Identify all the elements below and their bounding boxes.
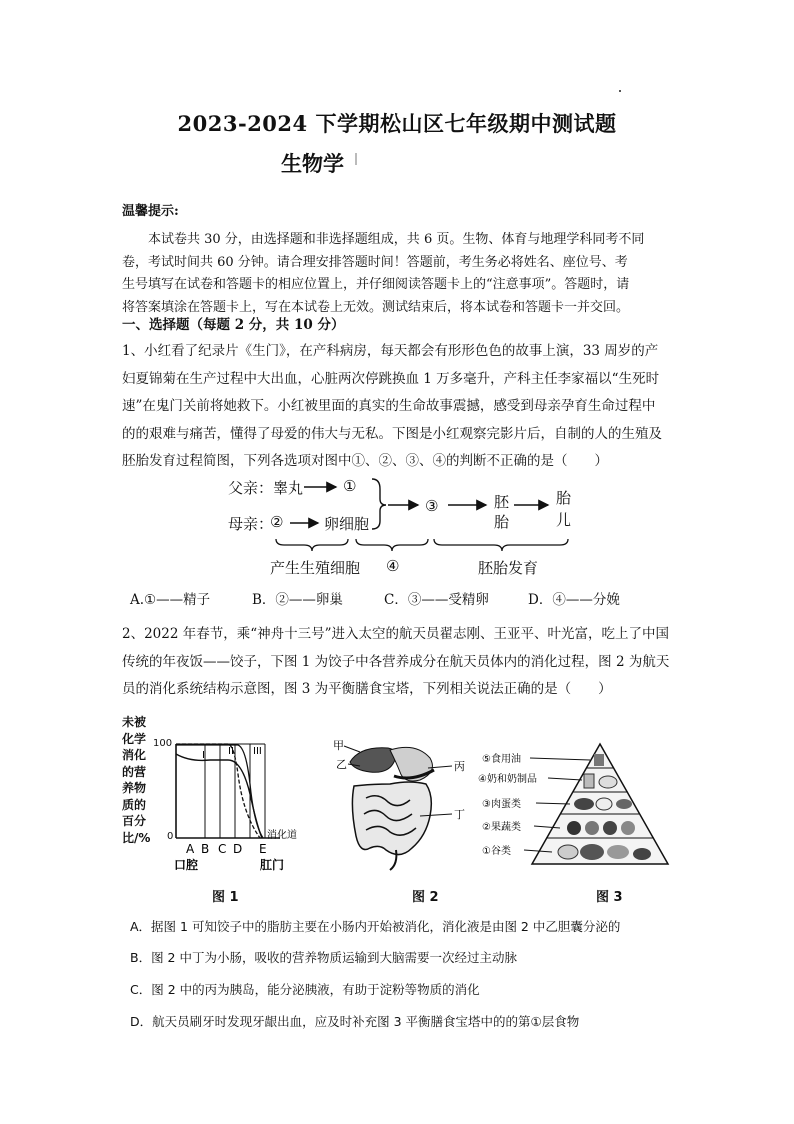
notice-line: 将答案填涂在答题卡上，写在本试卷上无效。测试结束后，将本试卷和答题卡一并交回。 <box>122 299 630 315</box>
x-tract: 消化道 <box>267 830 297 841</box>
x-tick-a: A <box>186 842 195 856</box>
pointer-level-5 <box>530 758 590 760</box>
fruit-food <box>585 821 599 835</box>
q1-option-d: D．④——分娩 <box>528 592 620 608</box>
label-germ-cells: 产生生殖细胞 <box>270 559 361 577</box>
stem-line: 传统的年夜饭——饺子，下图 1 为饺子中各营养成分在航天员体内的消化过程，图 2 为航天 <box>122 653 670 670</box>
notice-line: 生号填写在试卷和答题卡的相应位置上，并仔细阅读答题卡上的“注意事项”。答题时，请 <box>122 277 630 292</box>
egg-label: 卵细胞 <box>324 515 370 533</box>
level-2-label: ②果蔬类 <box>482 822 521 833</box>
ylabel-line: 养物 <box>122 781 147 795</box>
x-tick-e: E <box>259 842 267 856</box>
curve-label-II: II <box>228 746 234 757</box>
notice-line: 卷，考试时间共 60 分钟。请合理安排答题时间！答题前，考生务必将姓名、座位号、考 <box>122 254 628 270</box>
grain-food <box>558 845 578 859</box>
curve-label-I: I <box>202 750 205 761</box>
ylabel-line: 质的 <box>122 797 147 812</box>
level-5-label: ⑤食用油 <box>482 754 521 765</box>
label-embryo-development: 胚胎发育 <box>478 559 539 577</box>
stem-line: 1、小红看了纪录片《生门》，在产科病房，每天都会有形形色色的故事上演，33 周岁的产 <box>122 343 659 359</box>
scan-dot <box>619 90 621 92</box>
fish-food <box>616 799 632 809</box>
level-3-label: ③肉蛋类 <box>482 799 521 810</box>
q2-option-d: D．航天员刷牙时发现牙龈出血，应及时补充图 3 平衡膳食宝塔中的的第①层食物 <box>130 1014 580 1029</box>
figure-2 <box>330 736 480 876</box>
fruit-food <box>567 821 581 835</box>
x-mouth: 口腔 <box>174 858 199 872</box>
x-tick-d: D <box>233 842 243 856</box>
figure-3 <box>478 740 678 880</box>
notice-line: 本试卷共 30 分，由选择题和非选择题组成，共 6 页。生物、体育与地理学科同考不同 <box>148 232 645 247</box>
label-jia: 甲 <box>333 739 344 752</box>
level-1-label: ①谷类 <box>482 846 511 857</box>
pointer-level-3 <box>536 803 570 804</box>
fruit-food <box>603 821 617 835</box>
label-bing: 丙 <box>454 760 465 773</box>
merge-brace <box>372 479 386 529</box>
mother-label: 母亲： <box>228 515 274 533</box>
y0: 0 <box>167 831 174 842</box>
stem-line: 的的艰难与痛苦，懂得了母爱的伟大与无私。下图是小红观察完影片后，自制的人的生殖及 <box>122 425 662 442</box>
grain-food <box>580 844 604 860</box>
ylabel-line: 消化 <box>122 748 147 762</box>
father-label: 父亲：睾丸 <box>228 479 304 497</box>
x-tick-b: B <box>201 842 210 856</box>
ylabel-line: 百分 <box>122 814 147 828</box>
fig2-caption: 图 2 <box>412 890 439 905</box>
liver-shape <box>350 748 396 773</box>
curve-II <box>176 744 260 838</box>
section-heading: 一、选择题（每题 2 分，共 10 分） <box>122 317 345 333</box>
cheese-food <box>599 776 617 788</box>
brace-embryo <box>434 539 568 551</box>
fruit-food <box>621 821 635 835</box>
baby-char-2: 儿 <box>556 511 572 529</box>
notice-text <box>122 229 677 319</box>
q1-option-a: A.①——精子 <box>130 592 211 608</box>
scan-mark <box>355 153 357 165</box>
notice-label: 温馨提示: <box>122 204 179 219</box>
figure-1 <box>120 714 310 884</box>
x-anus: 肛门 <box>260 858 285 872</box>
brace-germ-cells <box>276 539 348 551</box>
curve-I <box>176 754 262 838</box>
pointer-level-4 <box>548 778 582 780</box>
fig1-caption: 图 1 <box>212 890 239 905</box>
ylabel-line: 比/% <box>122 830 151 845</box>
embryo-char-1: 胚 <box>494 493 510 511</box>
q2-option-c: C．图 2 中的丙为胰岛，能分泌胰液，有助于淀粉等物质的消化 <box>130 982 480 997</box>
curve-label-III: III <box>253 746 262 757</box>
subject-title: 生物学 <box>281 151 344 176</box>
fig3-caption: 图 3 <box>596 890 623 905</box>
fig1-plot <box>120 714 310 884</box>
stem-line: 妇夏锦菊在生产过程中大出血，心脏两次停跳换血 1 万多毫升，产科主任李家福以“生死时 <box>122 370 660 387</box>
diagram-arrows <box>0 465 794 580</box>
q2-option-b: B．图 2 中丁为小肠，吸收的营养物质运输到大脑需要一次经过主动脉 <box>130 950 517 965</box>
q1-option-b: B．②——卵巢 <box>252 592 343 608</box>
meat-food <box>574 798 594 810</box>
x-tick-c: C <box>218 842 227 856</box>
question-1-stem <box>122 338 680 476</box>
reproduction-diagram <box>0 465 794 580</box>
grain-food <box>607 845 629 859</box>
milk-carton <box>584 774 594 788</box>
label-ding: 丁 <box>454 808 465 821</box>
embryo-char-2: 胎 <box>494 513 510 531</box>
ylabel-line: 未被 <box>122 715 147 729</box>
stem-line: 员的消化系统结构示意图，图 3 为平衡膳食宝塔，下列相关说法正确的是（ ） <box>122 681 612 697</box>
y100: 100 <box>153 738 173 749</box>
food-pyramid <box>478 740 678 880</box>
large-intestine-shape <box>352 782 431 855</box>
stem-line: 速”在鬼门关前将她救下。小红被里面的真实的生命故事震撼，感受到母亲孕育生命过程中 <box>122 398 656 414</box>
q2-option-a: A．据图 1 可知饺子中的脂肪主要在小肠内开始被消化，消化液是由图 2 中乙胆囊分泌的 <box>130 919 621 934</box>
q1-option-c: C．③——受精卵 <box>384 592 489 608</box>
grain-food <box>633 848 651 860</box>
circle-2: ② <box>270 513 284 531</box>
stem-line: 胚胎发育过程简图，下列各选项对图中①、②、③、④的判断不正确的是（ ） <box>122 453 608 469</box>
level-4-label: ④奶和奶制品 <box>478 774 537 785</box>
digestive-system-drawing <box>330 736 480 876</box>
egg-food <box>596 798 612 810</box>
question-2-stem <box>122 621 680 704</box>
pointer-jia <box>344 746 360 752</box>
circle-3: ③ <box>425 497 439 515</box>
circle-1: ① <box>343 477 357 495</box>
label-yi: 乙 <box>336 758 347 771</box>
stem-line: 2、2022 年春节，乘“神舟十三号”进入太空的航天员翟志刚、王亚平、叶光富，吃上了中国 <box>122 626 670 642</box>
circle-4: ④ <box>386 557 400 575</box>
ylabel-line: 化学 <box>122 731 147 746</box>
oil-bottle <box>594 754 604 766</box>
brace-4 <box>356 539 428 551</box>
ylabel-line: 的营 <box>122 764 147 779</box>
baby-char-1: 胎 <box>556 489 572 507</box>
exam-title: 2023-2024 下学期松山区七年级期中测试题 <box>177 111 617 136</box>
